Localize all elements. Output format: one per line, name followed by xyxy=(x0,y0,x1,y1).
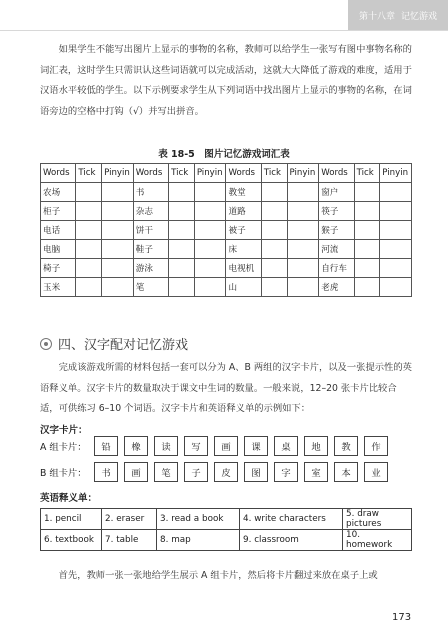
tick-cell xyxy=(169,278,195,297)
vocabulary-table-header xyxy=(41,164,412,183)
gloss-cell: 10. homework xyxy=(343,530,412,551)
pinyin-cell xyxy=(380,183,412,202)
tick-cell xyxy=(354,259,380,278)
pinyin-cell xyxy=(102,221,134,240)
pinyin-cell xyxy=(287,183,319,202)
word-cell: 被子 xyxy=(226,221,261,240)
gloss-cell: 3. read a book xyxy=(157,509,240,530)
word-cell: 山 xyxy=(226,278,261,297)
table-row xyxy=(41,240,412,259)
word-cell: 教堂 xyxy=(226,183,261,202)
pinyin-cell xyxy=(194,278,226,297)
gloss-cell: 7. table xyxy=(102,530,157,551)
card-a: 画 xyxy=(214,436,238,456)
tick-cell xyxy=(169,240,195,259)
tick-cell xyxy=(76,240,102,259)
pinyin-cell xyxy=(380,202,412,221)
tick-cell xyxy=(169,183,195,202)
gloss-cell: 8. map xyxy=(157,530,240,551)
word-cell: 猴子 xyxy=(319,221,354,240)
pinyin-cell xyxy=(287,259,319,278)
section-title: 四、汉字配对记忆游戏 xyxy=(58,338,189,353)
word-cell: 饼干 xyxy=(133,221,168,240)
header-cell: Words xyxy=(133,164,168,183)
cards-heading: 汉字卡片： xyxy=(40,425,88,436)
word-cell: 鞋子 xyxy=(133,240,168,259)
header-cell: Words xyxy=(319,164,354,183)
word-cell: 笔 xyxy=(133,278,168,297)
section-heading xyxy=(40,334,188,353)
header-cell: Words xyxy=(41,164,76,183)
word-cell: 筷子 xyxy=(319,202,354,221)
tick-cell xyxy=(261,183,287,202)
card-b: 业 xyxy=(364,462,388,482)
header-cell: Tick xyxy=(169,164,195,183)
header-cell: Pinyin xyxy=(194,164,226,183)
table-caption: 表 18-5 图片记忆游戏词汇表 xyxy=(158,149,290,160)
card-a: 桌 xyxy=(274,436,298,456)
chapter-number: 第十八章 xyxy=(358,11,395,22)
pinyin-cell xyxy=(102,278,134,297)
table-row xyxy=(41,259,412,278)
pinyin-cell xyxy=(287,221,319,240)
word-cell: 老虎 xyxy=(319,278,354,297)
tick-cell xyxy=(261,221,287,240)
word-cell: 自行车 xyxy=(319,259,354,278)
pinyin-cell xyxy=(287,278,319,297)
table-row xyxy=(41,509,412,530)
card-b: 书 xyxy=(94,462,118,482)
group-b-row xyxy=(40,462,388,482)
card-a: 写 xyxy=(184,436,208,456)
group-a-row xyxy=(40,436,388,456)
word-cell: 农场 xyxy=(41,183,76,202)
table-row xyxy=(41,530,412,551)
card-a: 橡 xyxy=(124,436,148,456)
pinyin-cell xyxy=(380,221,412,240)
word-cell: 柜子 xyxy=(41,202,76,221)
pinyin-cell xyxy=(380,278,412,297)
gloss-cell: 6. textbook xyxy=(41,530,102,551)
card-b: 字 xyxy=(274,462,298,482)
card-b: 画 xyxy=(124,462,148,482)
pinyin-cell xyxy=(194,202,226,221)
table-row xyxy=(41,278,412,297)
card-b: 子 xyxy=(184,462,208,482)
card-b: 本 xyxy=(334,462,358,482)
header-cell: Pinyin xyxy=(380,164,412,183)
tick-cell xyxy=(261,259,287,278)
header-cell: Pinyin xyxy=(102,164,134,183)
table-row xyxy=(41,221,412,240)
pinyin-cell xyxy=(194,240,226,259)
table-row xyxy=(41,183,412,202)
word-cell: 电视机 xyxy=(226,259,261,278)
gloss-heading: 英语释义单： xyxy=(40,493,98,504)
tick-cell xyxy=(261,240,287,259)
word-cell: 椅子 xyxy=(41,259,76,278)
tick-cell xyxy=(169,259,195,278)
card-a: 读 xyxy=(154,436,178,456)
pinyin-cell xyxy=(380,240,412,259)
group-b-label: B 组卡片： xyxy=(40,468,87,479)
tick-cell xyxy=(169,221,195,240)
tick-cell xyxy=(76,183,102,202)
tick-cell xyxy=(354,202,380,221)
header-cell: Pinyin xyxy=(287,164,319,183)
card-b: 室 xyxy=(304,462,328,482)
word-cell: 游泳 xyxy=(133,259,168,278)
tick-cell xyxy=(354,240,380,259)
pinyin-cell xyxy=(102,240,134,259)
card-a: 铅 xyxy=(94,436,118,456)
running-header xyxy=(348,0,448,30)
card-a: 课 xyxy=(244,436,268,456)
chapter-title: 记忆游戏 xyxy=(401,11,438,22)
word-cell: 窗户 xyxy=(319,183,354,202)
gloss-cell: 5. draw pictures xyxy=(343,509,412,530)
card-b: 皮 xyxy=(214,462,238,482)
word-cell: 杂志 xyxy=(133,202,168,221)
gloss-cell: 2. eraser xyxy=(102,509,157,530)
card-b: 笔 xyxy=(154,462,178,482)
pinyin-cell xyxy=(194,259,226,278)
card-a: 作 xyxy=(364,436,388,456)
tick-cell xyxy=(169,202,195,221)
english-gloss-table xyxy=(40,508,412,551)
gloss-cell: 1. pencil xyxy=(41,509,102,530)
pinyin-cell xyxy=(287,202,319,221)
header-cell: Tick xyxy=(76,164,102,183)
tick-cell xyxy=(261,278,287,297)
tick-cell xyxy=(261,202,287,221)
pinyin-cell xyxy=(102,183,134,202)
tick-cell xyxy=(354,278,380,297)
word-cell: 床 xyxy=(226,240,261,259)
word-cell: 电脑 xyxy=(41,240,76,259)
intro-paragraph: 如果学生不能写出图片上显示的事物的名称，教师可以给学生一张写有图中事物名称的词汇表，这时学生只需识认这些词语就可以完成活动，这就大大降低了游戏的难度，适用于汉语水平较低的学生。以下示例要求学生从下列词语中找出图片上显示的事物的名称，在词语旁边的空格中打钩（√）并写出拼音。 xyxy=(40,44,412,117)
pinyin-cell xyxy=(194,183,226,202)
tick-cell xyxy=(76,259,102,278)
page-number: 173 xyxy=(392,612,412,623)
pinyin-cell xyxy=(102,202,134,221)
header-cell: Words xyxy=(226,164,261,183)
gloss-cell: 4. write characters xyxy=(240,509,343,530)
word-cell: 电话 xyxy=(41,221,76,240)
tick-cell xyxy=(76,221,102,240)
word-cell: 河流 xyxy=(319,240,354,259)
group-a-label: A 组卡片： xyxy=(40,442,87,453)
header-cell: Tick xyxy=(354,164,380,183)
pinyin-cell xyxy=(287,240,319,259)
header-rule xyxy=(0,30,448,31)
bullet-circle-icon xyxy=(40,338,52,350)
pinyin-cell xyxy=(380,259,412,278)
tick-cell xyxy=(76,278,102,297)
pinyin-cell xyxy=(102,259,134,278)
procedure-paragraph: 首先，教师一张一张地给学生展示 A 组卡片，然后将卡片翻过来放在桌子上或 xyxy=(58,570,378,581)
materials-paragraph: 完成该游戏所需的材料包括一套可以分为 A、B 两组的汉字卡片，以及一张提示性的英语释义单。汉字卡片的数量取决于课文中生词的数量。一般来说，12–20 张卡片比较合适，可供练习 6–10 个词语。汉字卡片和英语释义单的示例如下： xyxy=(40,362,412,414)
word-cell: 书 xyxy=(133,183,168,202)
card-b: 图 xyxy=(244,462,268,482)
gloss-cell: 9. classroom xyxy=(240,530,343,551)
vocabulary-table xyxy=(40,163,412,297)
tick-cell xyxy=(354,183,380,202)
word-cell: 玉米 xyxy=(41,278,76,297)
header-cell: Tick xyxy=(261,164,287,183)
table-row xyxy=(41,202,412,221)
card-a: 地 xyxy=(304,436,328,456)
pinyin-cell xyxy=(194,221,226,240)
card-a: 教 xyxy=(334,436,358,456)
tick-cell xyxy=(354,221,380,240)
tick-cell xyxy=(76,202,102,221)
word-cell: 道路 xyxy=(226,202,261,221)
